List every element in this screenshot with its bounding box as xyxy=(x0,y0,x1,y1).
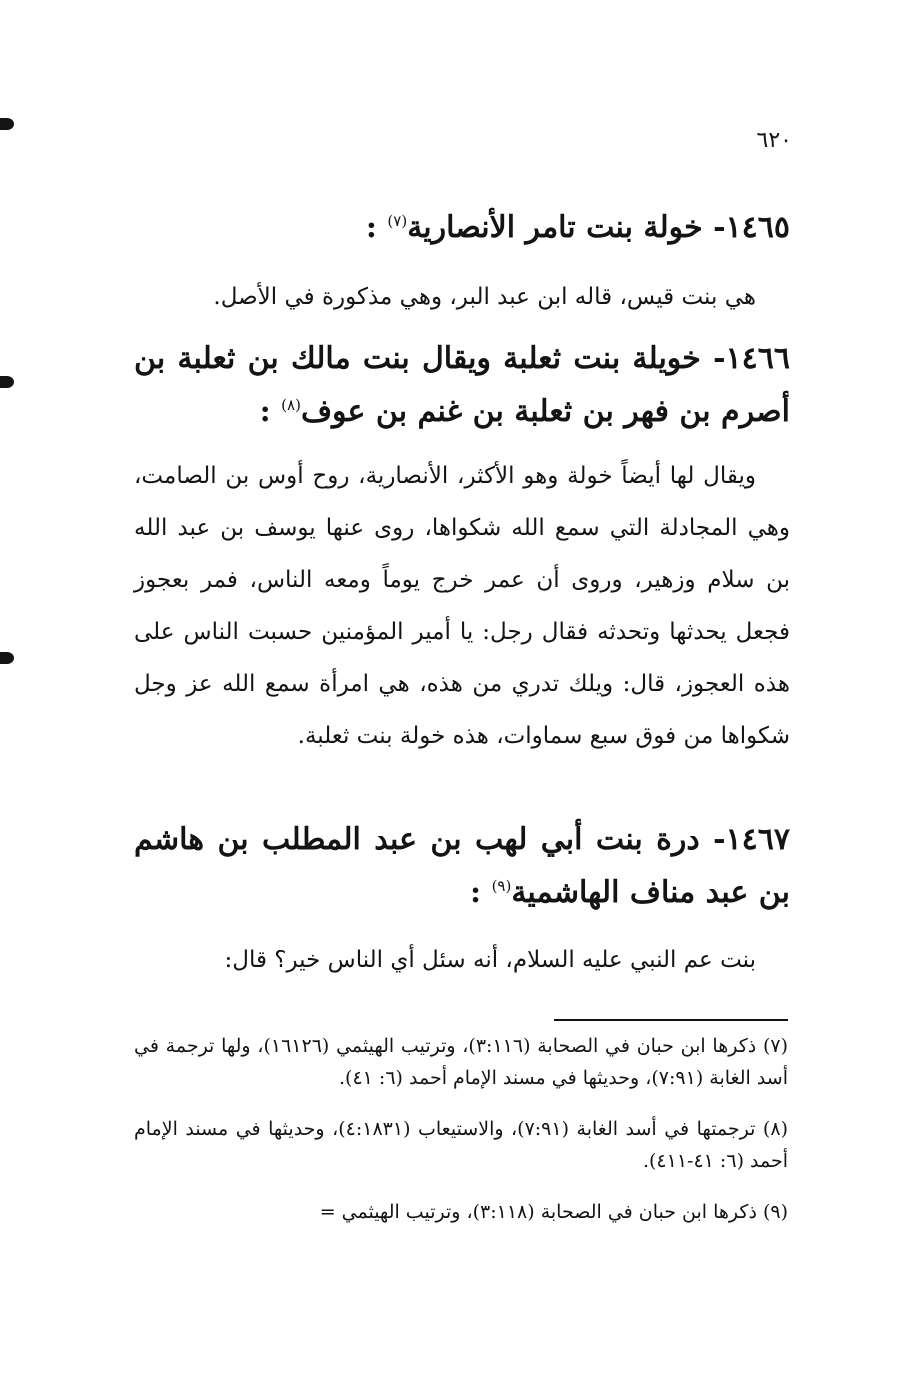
entry-heading-text: ١٤٦٥- خولة بنت تامر الأنصارية xyxy=(407,210,790,245)
footnote-ref: (٩) xyxy=(491,877,512,895)
entry-heading-1467 xyxy=(134,817,790,916)
heading-colon: : xyxy=(365,210,388,245)
entry-heading-1466 xyxy=(134,336,790,435)
entry-heading-1465 xyxy=(134,198,790,251)
footnote-ref: (٨) xyxy=(281,396,301,414)
page-number: ٦٢٠ xyxy=(756,128,792,153)
footnote-7: (٧) ذكرها ابن حبان في الصحابة (٣:١١٦)، وترتيب الهيثمي (١٦١٢٦)، ولها ترجمة في أسد الغابة (٧:٩١)، وحديثها في مسند الإمام أحمد (٦: ٤١). xyxy=(134,1035,789,1089)
scan-edge-mark xyxy=(0,376,14,388)
entry-body-1467: بنت عم النبي عليه السلام، أنه سئل أي الناس خير؟ قال: xyxy=(224,947,756,973)
footnote-separator xyxy=(554,1019,788,1021)
entry-heading-text: ١٤٦٦- خويلة بنت ثعلبة ويقال بنت مالك بن ثعلبة بن أصرم بن فهر بن ثعلبة بن غنم بن عوف xyxy=(134,341,790,429)
footnotes xyxy=(134,1030,788,1232)
footnote-9: (٩) ذكرها ابن حبان في الصحابة (٣:١١٨)، وترتيب الهيثمي = xyxy=(319,1201,788,1223)
footnote-8: (٨) ترجمتها في أسد الغابة (٧:٩١)، والاستيعاب (٤:١٨٣١)، وحديثها في مسند الإمام أحمد (٦: ٤١-٤١١). xyxy=(134,1118,788,1172)
scan-edge-mark xyxy=(0,652,14,664)
heading-colon: : xyxy=(470,875,492,910)
entry-body-1466: ويقال لها أيضاً خولة وهو الأكثر، الأنصارية، روح أوس بن الصامت، وهي المجادلة التي سمع الله شكواها، روى عنها يوسف بن عبد الله بن سلام وزهير، وروى أن عمر خرج يوماً ومعه الناس، فمر بعجوز فجعل يحدثها وتحدثه فقال رجل: يا أمير المؤمنين حسبت الناس على هذه العجوز، قال: ويلك تدري من هذه، هي امرأة سمع الله عز وجل شكواها من فوق سبع سماوات، هذه خولة بنت ثعلبة. xyxy=(134,463,790,749)
footnote-ref: (٧) xyxy=(387,212,408,230)
heading-colon: : xyxy=(259,394,282,429)
scan-edge-mark xyxy=(0,118,14,130)
entry-heading-text: ١٤٦٧- درة بنت أبي لهب بن عبد المطلب بن هاشم بن عبد مناف الهاشمية xyxy=(134,822,790,910)
entry-body-1465: هي بنت قيس، قاله ابن عبد البر، وهي مذكورة في الأصل. xyxy=(213,284,756,310)
